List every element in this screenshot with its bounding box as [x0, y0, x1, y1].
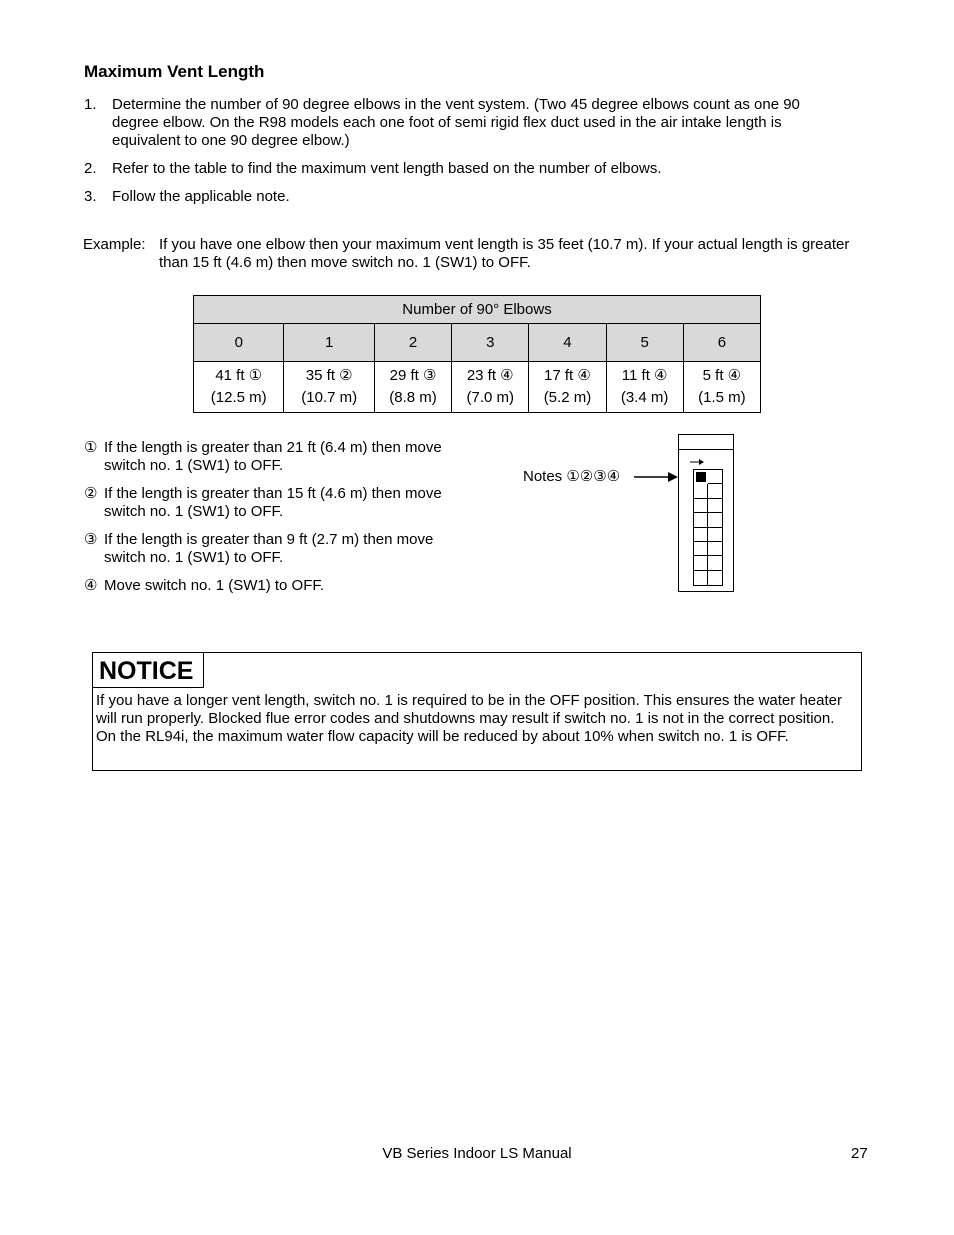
note-marker: ① [84, 439, 98, 456]
notes-list [84, 439, 474, 605]
switch-cell [694, 513, 708, 527]
length-meters: (1.5 m) [698, 389, 746, 406]
column-header: 4 [529, 324, 606, 362]
column-header: 5 [606, 324, 683, 362]
note-marker: ④ [84, 577, 98, 594]
length-meters: (10.7 m) [301, 389, 358, 406]
list-item [84, 577, 474, 595]
column-header: 1 [284, 324, 374, 362]
notice-title: NOTICE [92, 652, 204, 688]
note-marker: ② [84, 485, 98, 502]
step-number: 1. [84, 96, 97, 113]
length-feet: 41 ft ① [215, 367, 263, 384]
switch-cell [694, 528, 708, 542]
switch-cell-on [696, 472, 706, 482]
dip-switch-diagram [678, 434, 734, 592]
table-header: Number of 90° Elbows [194, 296, 761, 324]
section-heading: Maximum Vent Length [84, 62, 265, 81]
switch-cell [694, 484, 708, 498]
step-number: 2. [84, 160, 97, 177]
vent-length-table [193, 295, 761, 413]
switch-cell [708, 499, 722, 513]
step-number: 3. [84, 188, 97, 205]
switch-arrow-icon [690, 458, 704, 466]
length-meters: (8.8 m) [389, 389, 437, 406]
step-text: Determine the number of 90 degree elbows in the vent system. (Two 45 degree elbows count as one 90 degree elbow. On the R98 models each one foot of semi rigid flex duct used in the air intake length is equivalent to one 90 degree elbow.) [112, 96, 800, 149]
table-row [194, 362, 761, 413]
switch-cell [708, 556, 722, 570]
steps-list [84, 96, 844, 216]
table-cell [194, 362, 284, 413]
switch-cell [708, 528, 722, 542]
note-text: Move switch no. 1 (SW1) to OFF. [104, 577, 325, 594]
length-meters: (5.2 m) [543, 389, 592, 406]
note-text: If the length is greater than 9 ft (2.7 m) then move switch no. 1 (SW1) to OFF. [104, 531, 434, 566]
list-item [84, 485, 474, 521]
notice-box [92, 652, 862, 771]
column-header: 6 [683, 324, 760, 362]
note-text: If the length is greater than 21 ft (6.4 m) then move switch no. 1 (SW1) to OFF. [104, 439, 442, 474]
length-meters: (12.5 m) [210, 389, 267, 406]
length-feet: 23 ft ④ [466, 367, 514, 384]
switch-cell [694, 571, 708, 585]
switch-cell [708, 571, 722, 585]
switch-cell [694, 542, 708, 556]
list-item [84, 160, 844, 178]
step-text: Follow the applicable note. [112, 188, 290, 205]
table-cell [374, 362, 451, 413]
length-meters: (7.0 m) [466, 389, 514, 406]
column-header: 0 [194, 324, 284, 362]
example-label: Example: [83, 236, 146, 253]
table-cell [683, 362, 760, 413]
notice-text: If you have a longer vent length, switch no. 1 is required to be in the OFF position. This ensures the water heater will run properly. Blocked flue error codes and shutdowns may result if switch no. 1 is not in the correct position. On the RL94i, the maximum water flow capacity will be reduced by about 10% when switch no. 1 is OFF. [96, 692, 842, 745]
length-feet: 35 ft ② [305, 367, 353, 384]
page-number: 27 [851, 1145, 868, 1162]
table-cell [606, 362, 683, 413]
divider [679, 449, 733, 450]
list-item [84, 188, 844, 206]
switch-cell [708, 484, 722, 498]
switch-cell [708, 513, 722, 527]
column-header: 2 [374, 324, 451, 362]
list-item [84, 531, 474, 567]
diagram-notes-label: Notes ①②③④ [523, 468, 621, 485]
example-text: If you have one elbow then your maximum vent length is 35 feet (10.7 m). If your actual length is greater than 15 ft (4.6 m) then move switch no. 1 (SW1) to OFF. [159, 236, 850, 271]
switch-cell [694, 556, 708, 570]
table-row [194, 324, 761, 362]
length-feet: 11 ft ④ [621, 367, 668, 384]
step-text: Refer to the table to find the maximum vent length based on the number of elbows. [112, 160, 662, 177]
dip-switch-grid [693, 469, 723, 586]
switch-cell [708, 542, 722, 556]
table-cell [284, 362, 374, 413]
length-meters: (3.4 m) [620, 389, 669, 406]
switch-cell [694, 499, 708, 513]
switch-cell [708, 470, 722, 484]
footer-title: VB Series Indoor LS Manual [382, 1145, 572, 1162]
list-item [84, 96, 844, 150]
list-item [84, 439, 474, 475]
column-header: 3 [452, 324, 529, 362]
note-marker: ③ [84, 531, 98, 548]
table-cell [529, 362, 606, 413]
note-text: If the length is greater than 15 ft (4.6 m) then move switch no. 1 (SW1) to OFF. [104, 485, 442, 520]
table-cell [452, 362, 529, 413]
arrow-right-icon [634, 470, 678, 484]
length-feet: 17 ft ④ [544, 367, 591, 384]
length-feet: 5 ft ④ [702, 367, 742, 384]
example-paragraph [83, 236, 853, 272]
length-feet: 29 ft ③ [389, 367, 437, 384]
